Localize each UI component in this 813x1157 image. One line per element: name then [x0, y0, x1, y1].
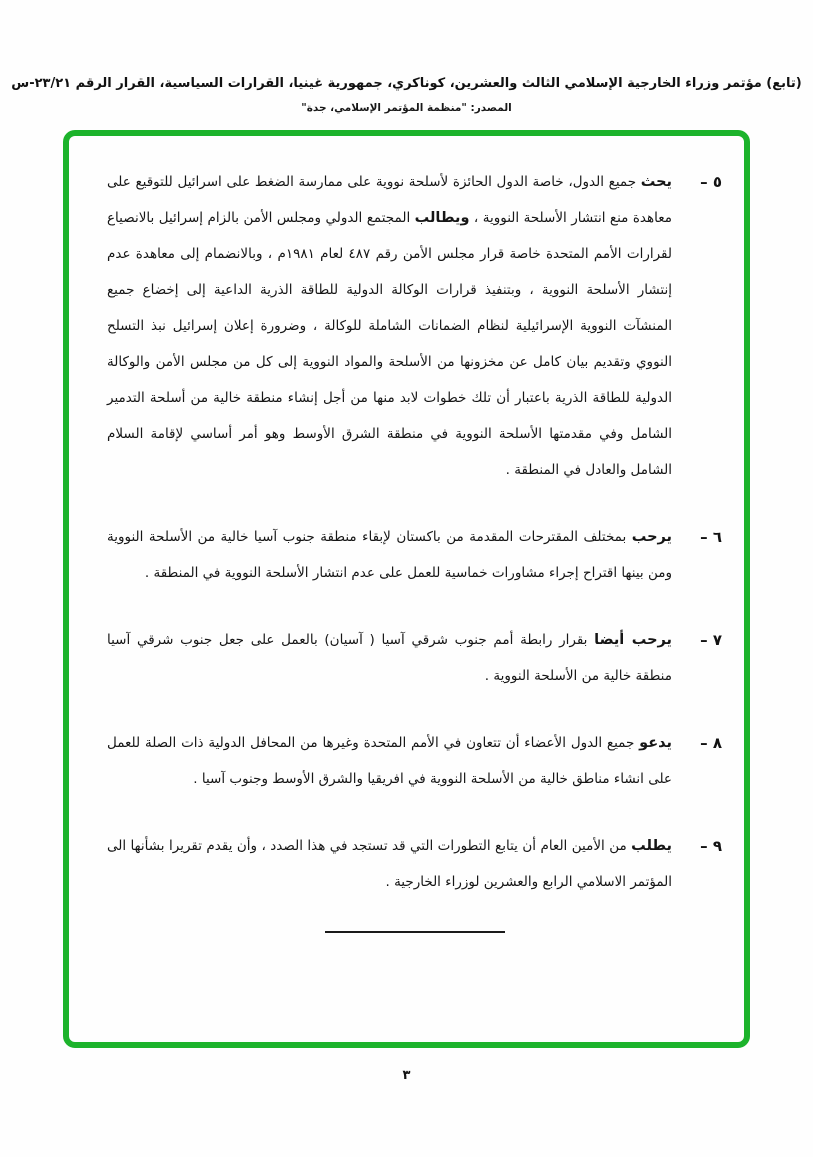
resolution-item [107, 828, 722, 900]
item-text: يدعو جميع الدول الأعضاء أن تتعاون في الأمم المتحدة وغيرها من المحافل الدولية ذات الصلة للعمل على انشاء مناطق خالية من الأسلحة النووية في افريقيا والشرق الأوسط وجنوب آسيا . [107, 735, 672, 787]
item-number: ٦ – [700, 528, 722, 546]
resolution-item [107, 519, 722, 591]
end-of-text-rule [325, 931, 505, 933]
page-number: ٣ [402, 1068, 411, 1083]
item-number: ٩ – [700, 837, 722, 855]
highlight-frame [63, 130, 750, 1048]
item-lead-word: يرحب أيضا [594, 632, 672, 648]
item-lead-word: يطلب [631, 838, 672, 854]
item-lead-word: يدعو [639, 735, 672, 751]
item-lead-word: يرحب [631, 529, 672, 545]
item-number: ٨ – [700, 734, 722, 752]
item-mid-bold-word: ويطالب [414, 210, 470, 226]
page-header [0, 0, 813, 114]
item-text: يرحب بمختلف المقترحات المقدمة من باكستان لإبقاء منطقة جنوب آسيا خالية من الأسلحة النووية ومن بينها اقتراح إجراء مشاورات خماسية للعمل على عدم انتشار الأسلحة النووية في المنطقة . [107, 529, 672, 581]
item-lead-word: يحث [640, 174, 672, 190]
resolution-list [107, 164, 722, 900]
document-title: (تابع) مؤتمر وزراء الخارجية الإسلامي الثالث والعشرين، كوناكري، جمهورية غينيا، القرارات السياسية، القرار الرقم ٢٣/٢١-س [11, 76, 802, 91]
resolution-item [107, 725, 722, 797]
resolution-item [107, 164, 722, 488]
resolution-item [107, 622, 722, 694]
source-line: المصدر: "منظمة المؤتمر الإسلامي، جدة" [301, 102, 512, 114]
item-number: ٧ – [700, 631, 722, 649]
item-text: يرحب أيضا بقرار رابطة أمم جنوب شرقي آسيا ( آسيان) بالعمل على جعل جنوب شرقي آسيا منطقة خالية من الأسلحة النووية . [107, 632, 672, 684]
item-text: يحث جميع الدول، خاصة الدول الحائزة لأسلحة نووية على ممارسة الضغط على اسرائيل للتوقيع على معاهدة منع انتشار الأسلحة النووية ، ويطالب المجتمع الدولي ومجلس الأمن بالزام إسرائيل بالانصياع لقرارات الأمم المتحدة خاصة قرار مجلس الأمن رقم ٤٨٧ لعام ١٩٨١م ، وبالانضمام إلى معاهدة عدم إنتشار الأسلحة النووية ، وبتنفيذ قرارات الوكالة الدولية للطاقة الذرية الداعية إلى إخضاع جميع المنشآت النووية الإسرائيلية لنظام الضمانات الشاملة للوكالة ، وضرورة إعلان إسرائيل نبذ التسلح النووي وتقديم بيان كامل عن مخزونها من الأسلحة والمواد النووية إلى كل من مجلس الأمن والوكالة الدولية للطاقة الذرية باعتبار أن تلك خطوات لابد منها من أجل إنشاء منطقة خالية من أسلحة التدمير الشامل وفي مقدمتها الأسلحة النووية في منطقة الشرق الأوسط وهو أمر أساسي لإقامة السلام الشامل والعادل في المنطقة . [107, 174, 672, 478]
item-number: ٥ – [700, 173, 722, 191]
item-text: يطلب من الأمين العام أن يتابع التطورات التي قد تستجد في هذا الصدد ، وأن يقدم تقريرا بشأنها الى المؤتمر الاسلامي الرابع والعشرين لوزراء الخارجية . [107, 838, 672, 890]
